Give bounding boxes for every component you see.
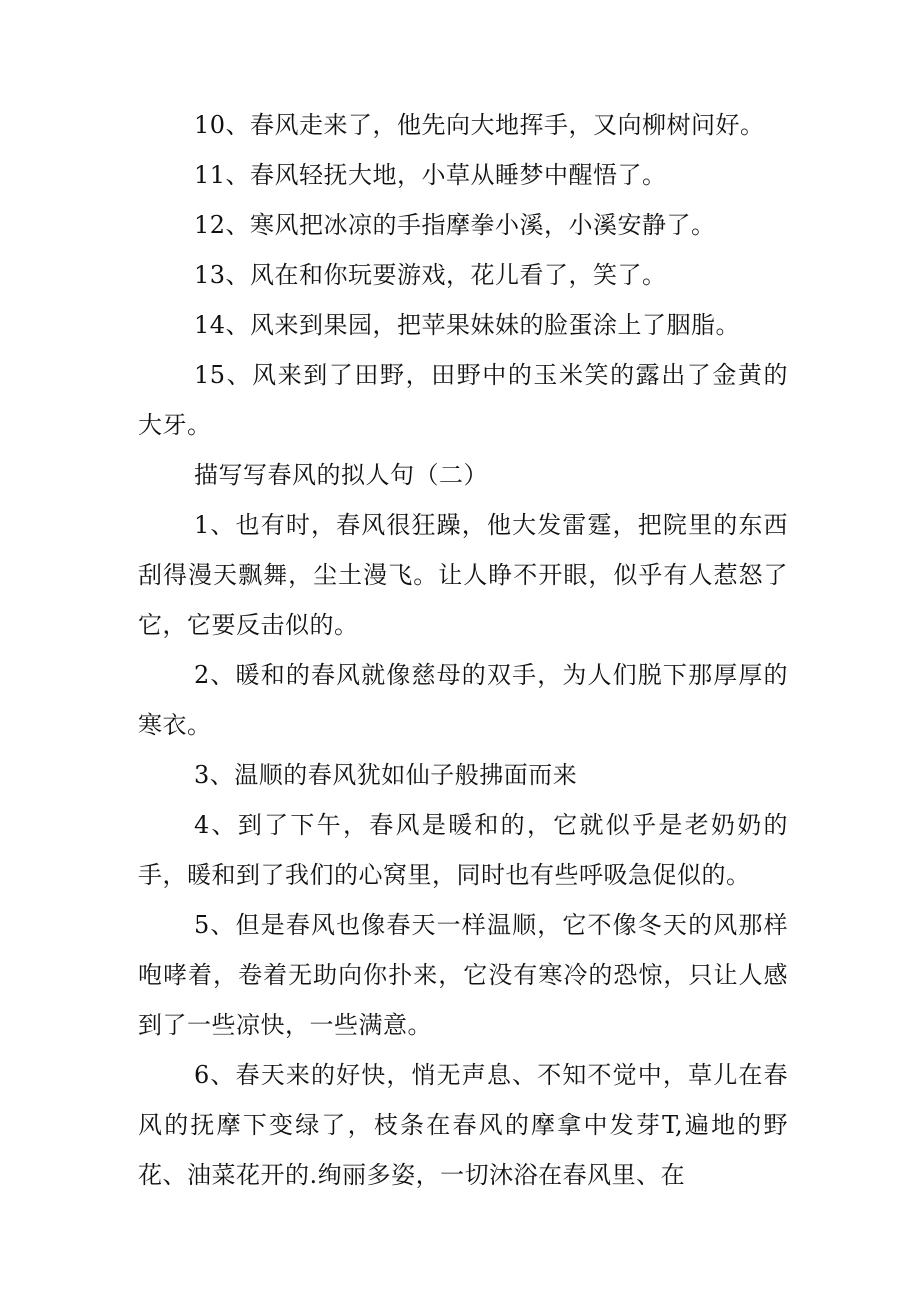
paragraph-2: 2、暖和的春风就像慈母的双手，为人们脱下那厚厚的寒衣。 [138,661,788,739]
paragraph-6: 6、春天来的好快，悄无声息、不知不觉中，草儿在春风的抚摩下变绿了，枝条在春风的摩拿中发芽T,遍地的野花、油菜花开的.绚丽多姿，一切沐浴在春风里、在 [138,1061,788,1189]
paragraph-1: 1、也有时，春风很狂躁，他大发雷霆，把院里的东西刮得漫天飘舞，尘土漫飞。让人睁不开眼，似乎有人惹怒了它，它要反击似的。 [138,511,788,639]
paragraph-5: 5、但是春风也像春天一样温顺，它不像冬天的风那样咆哮着，卷着无助向你扑来，它没有寒冷的恐惊，只让人感到了一些凉快，一些满意。 [138,911,788,1039]
paragraph-14: 14、风来到果园，把苹果妹妹的脸蛋涂上了胭脂。 [194,311,741,339]
paragraph-3: 3、温顺的春风犹如仙子般拂面而来 [194,761,578,789]
paragraph-11: 11、春风轻抚大地，小草从睡梦中醒悟了。 [194,161,667,189]
document-body [138,100,788,1200]
section-heading: 描写写春风的拟人句（二） [194,461,488,489]
paragraph-12: 12、寒风把冰凉的手指摩拳小溪，小溪安静了。 [194,211,716,239]
paragraph-15: 15、风来到了田野，田野中的玉米笑的露出了金黄的大牙。 [138,361,788,439]
paragraph-4: 4、到了下午，春风是暖和的，它就似乎是老奶奶的手，暖和到了我们的心窝里，同时也有些呼吸急促似的。 [138,811,788,889]
paragraph-13: 13、风在和你玩要游戏，花儿看了，笑了。 [194,261,667,289]
paragraph-10: 10、春风走来了，他先向大地挥手，又向柳树问好。 [194,111,765,139]
